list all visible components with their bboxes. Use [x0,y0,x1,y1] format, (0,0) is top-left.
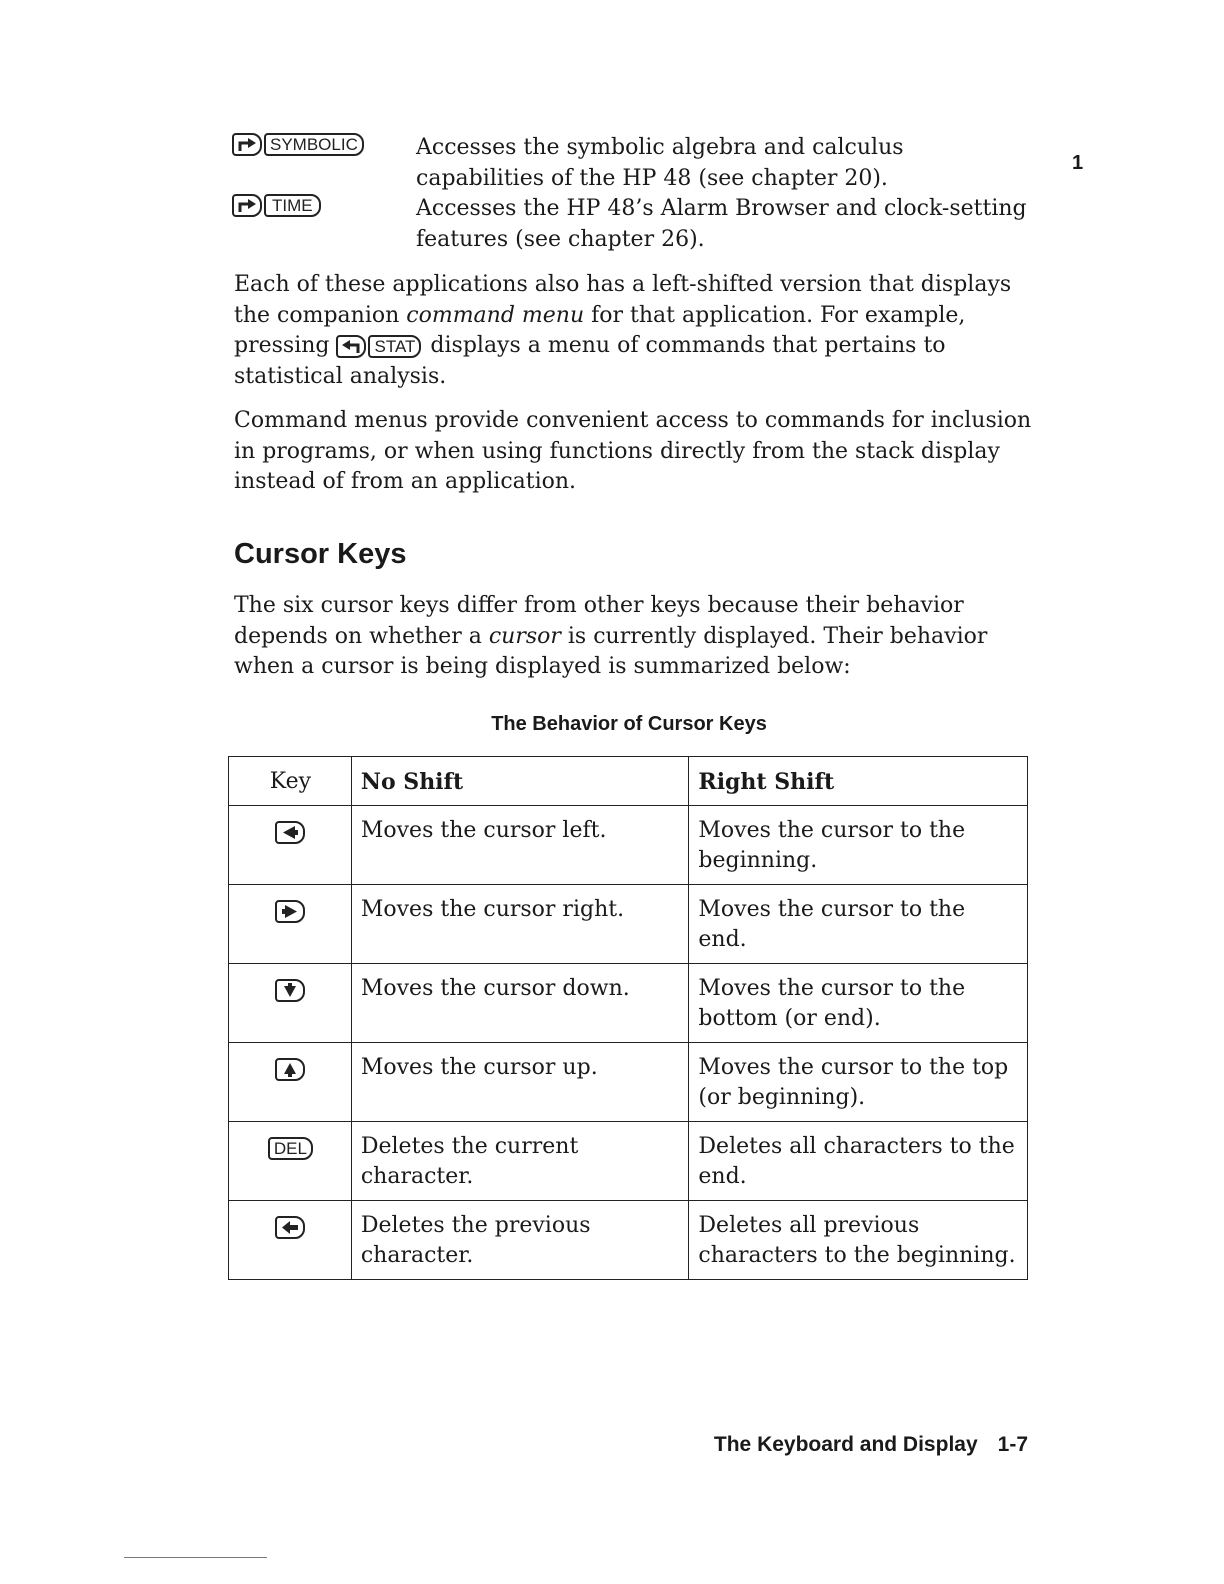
para-text: displays a menu of commands that pertains to statistical analysis. [234,333,946,389]
key-sequence [336,335,423,358]
no-shift-cell: Moves the cursor down. [351,964,689,1043]
right-shift-cell: Moves the cursor to the top (or beginning). [689,1043,1028,1122]
app-description: Accesses the HP 48’s Alarm Browser and clock-setting features (see chapter 26). [416,196,1027,252]
right-shift-icon [232,133,262,156]
right-shift-cell: Deletes all previous characters to the beginning. [689,1201,1028,1280]
paragraph-command-menus: Command menus provide convenient access to commands for inclusion in programs, or when using functions directly from the stack display instead of from an application. [234,408,1032,494]
del-key: DEL [268,1137,313,1160]
para-emphasis: cursor [488,623,561,649]
key-cell [229,806,352,885]
down-arrow-key-icon [275,979,305,1002]
no-shift-cell: Deletes the current character. [351,1122,689,1201]
no-shift-cell: Moves the cursor right. [351,885,689,964]
key-sequence [232,194,323,217]
table-row [229,964,1028,1043]
column-header-no-shift: No Shift [351,757,689,806]
column-header-key: Key [229,757,352,806]
table-row [229,806,1028,885]
key-sequence [232,133,366,156]
para-text: is currently displayed. Their behavior when a cursor is being displayed is summarized below: [234,623,988,679]
right-shift-cell: Moves the cursor to the beginning. [689,806,1028,885]
para-text: The six cursor keys differ from other keys because their behavior depends on whether a [234,593,964,649]
key-cell [229,1043,352,1122]
table-header-row [229,757,1028,806]
no-shift-cell: Deletes the previous character. [351,1201,689,1280]
up-arrow-key-icon [275,1058,305,1081]
left-shift-icon [336,335,366,358]
right-shift-cell: Moves the cursor to the bottom (or end). [689,964,1028,1043]
paragraph-left-shift [234,270,1034,392]
symbolic-key: SYMBOLIC [264,133,364,156]
paragraph-cursor-keys [234,591,1034,683]
para-emphasis: command menu [406,302,585,328]
key-cell [229,964,352,1043]
left-arrow-key-icon [275,821,305,844]
page-number: 1-7 [997,1433,1028,1456]
cursor-keys-table [228,756,1028,1280]
chapter-marker: 1 [1072,152,1084,174]
table-row [229,885,1028,964]
right-shift-cell: Moves the cursor to the end. [689,885,1028,964]
stat-key: STAT [368,335,421,358]
time-key: TIME [264,194,321,217]
para-text: Each of these applications also has a left-shifted version that displays the companion [234,272,1012,328]
backspace-key-icon [275,1216,305,1239]
key-cell [229,1122,352,1201]
table-caption: The Behavior of Cursor Keys [491,713,767,735]
table-row [229,1122,1028,1201]
table-row [229,1043,1028,1122]
footer-title: The Keyboard and Display [713,1433,978,1456]
para-text: for that application. For example, pressing [234,302,966,358]
key-cell [229,1201,352,1280]
section-heading: Cursor Keys [234,538,407,570]
right-shift-cell: Deletes all characters to the end. [689,1122,1028,1201]
right-arrow-key-icon [275,900,305,923]
no-shift-cell: Moves the cursor left. [351,806,689,885]
column-header-right-shift: Right Shift [689,757,1028,806]
app-description: Accesses the symbolic algebra and calculus capabilities of the HP 48 (see chapter 20). [416,135,904,191]
table-row [229,1201,1028,1280]
right-shift-icon [232,194,262,217]
no-shift-cell: Moves the cursor up. [351,1043,689,1122]
page-footer [714,1433,1028,1457]
key-cell [229,885,352,964]
footer-rule [124,1557,267,1558]
